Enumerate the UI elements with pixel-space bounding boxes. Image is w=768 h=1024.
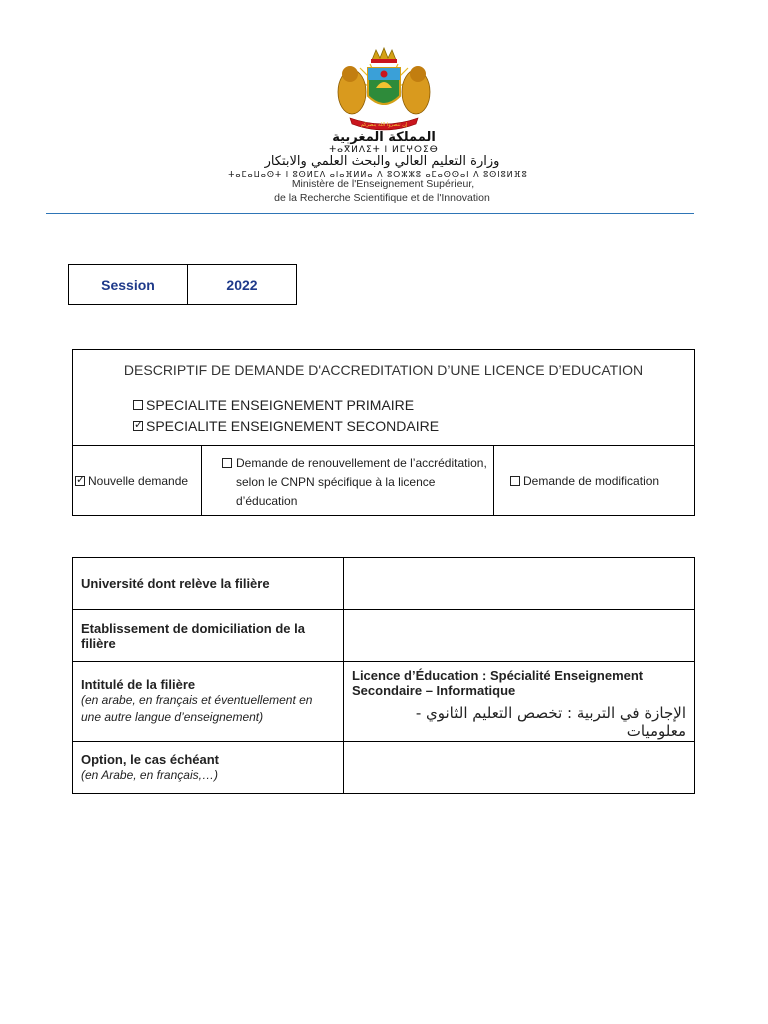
renouvellement-label: Demande de renouvellement de l’accréditation, selon le CNPN spécifique à la licence d’éducation (236, 456, 487, 508)
intitule-sublabel: (en arabe, en français et éventuellement en une autre langue d’enseignement) (81, 693, 313, 724)
universite-value-field[interactable] (344, 558, 694, 609)
intitule-value-field[interactable] (344, 662, 694, 741)
table-row (73, 610, 694, 662)
checkbox-checked-icon[interactable] (133, 421, 143, 431)
filiere-info-table (72, 557, 695, 794)
table-row (73, 742, 694, 794)
descriptif-title: DESCRIPTIF DE DEMANDE D'ACCREDITATION D’UNE LICENCE D’EDUCATION (123, 362, 644, 378)
specialite-secondaire-option[interactable] (133, 418, 439, 434)
svg-text:إن تنصروا الله ينصركم: إن تنصروا الله ينصركم (360, 122, 408, 128)
royal-coat-of-arms-emblem (330, 46, 438, 132)
french-ministry-line-1: Ministère de l'Enseignement Supérieur, (291, 178, 475, 190)
tifinagh-kingdom-name: ⵜⴰⴳⵍⴷⵉⵜ ⵏ ⵍⵎⵖⵔⵉⴱ (329, 145, 439, 155)
specialite-secondaire-label: SPECIALITE ENSEIGNEMENT SECONDAIRE (146, 418, 440, 434)
tifinagh-ministry-name: ⵜⴰⵎⴰⵡⴰⵙⵜ ⵏ ⵓⵙⵍⵎⴷ ⴰⵏⴰⴼⵍⵍⴰ ⴷ ⵓⵔⵣⵣⵓ ⴰⵎⴰⵙⵙⴰⵏ ⴷ ⵓⵙⵏⵓⵍⴼⵓ (228, 170, 528, 179)
modification-label: Demande de modification (523, 474, 660, 488)
intitule-label: Intitulé de la filière (en arabe, en français et éventuellement en une autre langue d’enseignement) (73, 662, 344, 741)
header-divider (46, 213, 694, 214)
option-value-field[interactable] (344, 742, 694, 794)
demande-type-row (73, 445, 694, 516)
option-sublabel: (en Arabe, en français,…) (81, 768, 218, 782)
arabic-kingdom-name: المملكة المغربية (332, 130, 436, 145)
letterhead (0, 0, 768, 215)
nouvelle-demande-label: Nouvelle demande (88, 474, 189, 488)
table-row (73, 558, 694, 610)
etablissement-value-field[interactable] (344, 610, 694, 661)
checkbox-unchecked-icon[interactable] (222, 458, 232, 468)
renouvellement-option[interactable] (202, 446, 494, 516)
modification-option[interactable] (494, 446, 694, 516)
session-year: 2022 (226, 276, 258, 293)
option-label: Option, le cas échéant (en Arabe, en français,…) (73, 742, 344, 794)
session-label: Session (69, 265, 188, 304)
checkbox-unchecked-icon[interactable] (510, 476, 520, 486)
table-row (73, 662, 694, 742)
french-ministry-line-2: de la Recherche Scientifique et de l'Innovation (274, 192, 490, 204)
session-box (68, 264, 297, 305)
checkbox-unchecked-icon[interactable] (133, 400, 143, 410)
specialite-primaire-option[interactable] (133, 397, 414, 413)
arabic-ministry-name: وزارة التعليم العالي والبحث العلمي والابتكار (264, 154, 500, 169)
intitule-value-fr: Licence d’Éducation : Spécialité Enseignement Secondaire – Informatique (352, 668, 644, 698)
checkbox-checked-icon[interactable] (75, 476, 85, 486)
universite-label: Université dont relève la filière (73, 558, 344, 609)
intitule-value-ar: الإجازة في التربية : تخصص التعليم الثانوي - معلوميات (415, 704, 686, 740)
nouvelle-demande-option[interactable] (73, 446, 202, 516)
etablissement-label: Etablissement de domiciliation de la filière (73, 610, 344, 661)
specialite-primaire-label: SPECIALITE ENSEIGNEMENT PRIMAIRE (146, 397, 415, 413)
accreditation-descriptif-box (72, 349, 695, 516)
